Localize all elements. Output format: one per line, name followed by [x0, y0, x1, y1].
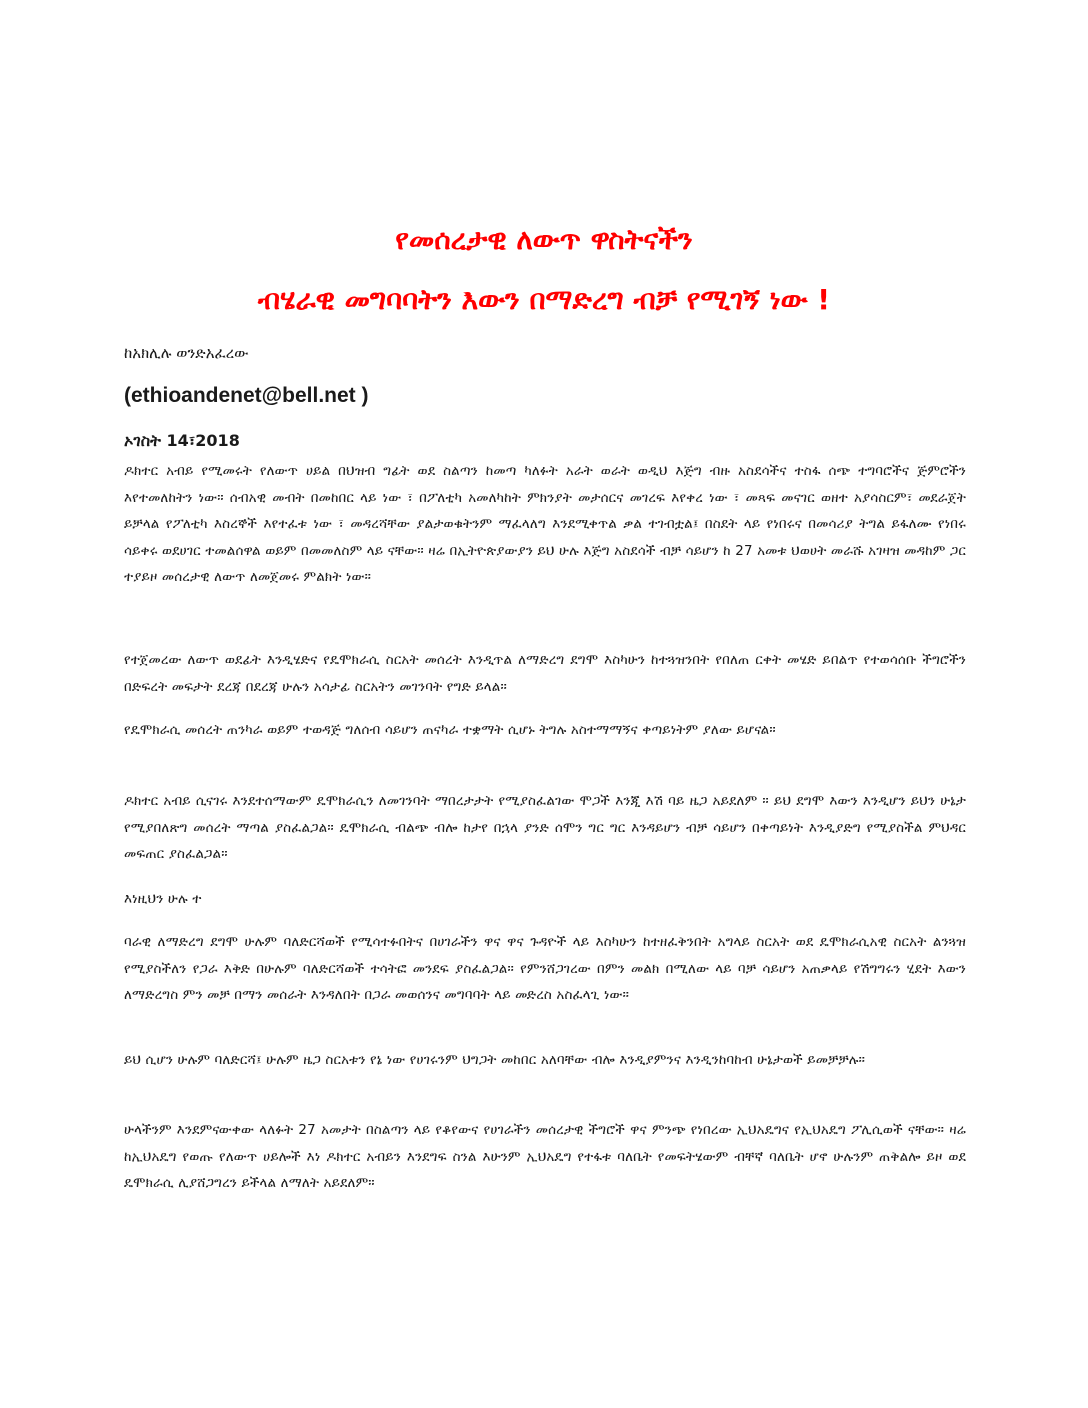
- paragraph-8: ሁላችንም እንደምናውቀው ላለፉት 27 አመታት በስልጣን ላይ የቆየውና የሀገራችን መሰረታዊ ችግሮች ዋና ምንጭ የነበረው ኢህአዴግና የኢህአዴግ ፖሊሲወች ናቸው። ዛሬ ከኢህአዴግ የወጡ የለውጥ ሀይሎች እነ ዶክተር አብይን እንደግፍ ስንል እሁንም ኢህአዴግ የተፋቱ ባለቤት የመፍትሄውም ብቸኛ ባለቤት ሆኖ ሁሉንም ጠቅልሎ ይዞ ወደ ዴሞክራሲ ሊያሸጋግረን ይችላል ለማለት አይደለም።: [124, 1123, 966, 1191]
- document-title-line-1: የመሰረታዊ ለውጥ ዋስትናችን: [395, 223, 693, 256]
- paragraph-6: ባራዊ ለማድረግ ደግሞ ሁሉም ባለድርሻወች የሚሳተፉበትና በሀገራችን ዋና ዋና ጉዳዮች ላይ እስካሁን ከተዘፈቅንበት አግላይ ስርአት ወደ ዴሞክራሲአዊ ስርአት ልንጓዝ የሚያስችለን የጋራ እቅድ በሁሉም ባለድርሻወች ተሳትፎ መንደፍ ያስፈልጋል። የምንሸጋገረው በምን መልክ በሚለው ላይ ባቻ ሳይሆን አጠቃላይ የሽግግሩን ሂደት እውን ለማድረግስ ምን መቻ በማን መሰራት እንዳለበት በጋራ መወሰንና መግባባት ላይ መድረስ አስፈላጊ ነው።: [124, 935, 966, 1003]
- paragraph-4: ዶክተር አብይ ሲናገሩ እንደተሰማውም ዴሞክራሲን ለመገንባት ማበረታታት የሚያስፈልገው ሞጋች እንጂ እሽ ባይ ዜጋ አይደለም ። ይህ ደግሞ እውን እንዲሆን ይህን ሁኔታ የሚያበለጽግ መሰረት ማጣል ያስፈልጋል። ዴሞክራሲ ብልጭ ብሎ ከታየ በኋላ ያንድ ሰሞን ግር ግር እንዳይሆን ብቻ ሳይሆን በቀጣይነት እንዲያድግ የሚያስችል ምህዳር መፍጠር ያስፈልጋል።: [124, 794, 966, 862]
- publication-date: ኦገስት 14፣2018: [124, 431, 240, 450]
- author-byline: ከአክሊሉ ወንድአፈረው: [124, 344, 249, 362]
- paragraph-3: የዴሞክራሲ መሰረት ጠንካራ ወይም ተወዳጅ ግለሰብ ሳይሆን ጠናካራ ተቋማት ሲሆኑ ትግሉ አስተማማኝና ቀጣይነትም ያለው ይሆናል።: [124, 723, 776, 738]
- paragraph-5: እነዚህን ሁሉ ተ: [124, 892, 202, 907]
- author-email: (ethioandenet@bell.net ): [124, 384, 369, 407]
- document-title-line-2: ብሄራዊ መግባባትን እውን በማድረግ ብቻ የሚገኝ ነው !: [257, 283, 831, 316]
- paragraph-1: ዶክተር አብይ የሚመሩት የለውጥ ሀይል በህዝብ ግፊት ወደ ስልጣን ከመጣ ካለፉት አራት ወራት ወዲህ እጅግ ብዙ አስደሳችና ተስፋ ሰጭ ተግባሮችና ጅምሮችን እየተመለከትን ነው። ሰብአዊ መብት በመከበር ላይ ነው ፣ በፖለቲካ አመለካከት ምክንያት መታሰርና መገረፍ እየቀረ ነው ፣ መጻፍ መናገር ወዘተ አያሳስርም፣ መደራጀት ይቻላል የፖለቲካ እስረኞች እየተፈቱ ነው ፣ መዳረሻቸው ያልታወቁትንም ማፈላለግ እንደሚቀጥል ቃል ተገብቷል፤ በስደት ላይ የነበሩና በመሳሪያ ትግል ይፋለሙ የነበሩ ሳይቀሩ ወደሀገር ተመልሰዋል ወይም በመመለስም ላይ ናቸው። ዛሬ በኢትዮጵያውያን ይህ ሁሉ እጅግ አስደሳች ብቻ ሳይሆን ከ 27 አመቱ ህወሀት መራሹ አገዛዝ መዳከም ጋር ተያይዞ መሰረታዊ ለውጥ ለመጀመሩ ምልክት ነው።: [124, 464, 966, 585]
- paragraph-2: የተጀመረው ለውጥ ወደፊት እንዲሄድና የዴሞክራሲ ስርአት መሰረት እንዲጥል ለማድረግ ደግሞ እስካሁን ከተጓዝንበት የበለጠ ርቀት መሄድ ይበልጥ የተወሳሰቡ ችግሮችን በድፍረት መፍታት ደረጃ በደረጃ ሁሉን አሳታፊ ስርአትን መገንባት የግድ ይላል።: [124, 653, 966, 695]
- paragraph-7: ይህ ሲሆን ሁሉም ባለድርሻ፤ ሁሉም ዜጋ ስርአቱን የኔ ነው የሀገሩንም ህግጋት መከበር አለባቸው ብሎ እንዲያምንና እንዲንከባከብ ሁኔታወች ይመቻቻሉ።: [124, 1053, 866, 1068]
